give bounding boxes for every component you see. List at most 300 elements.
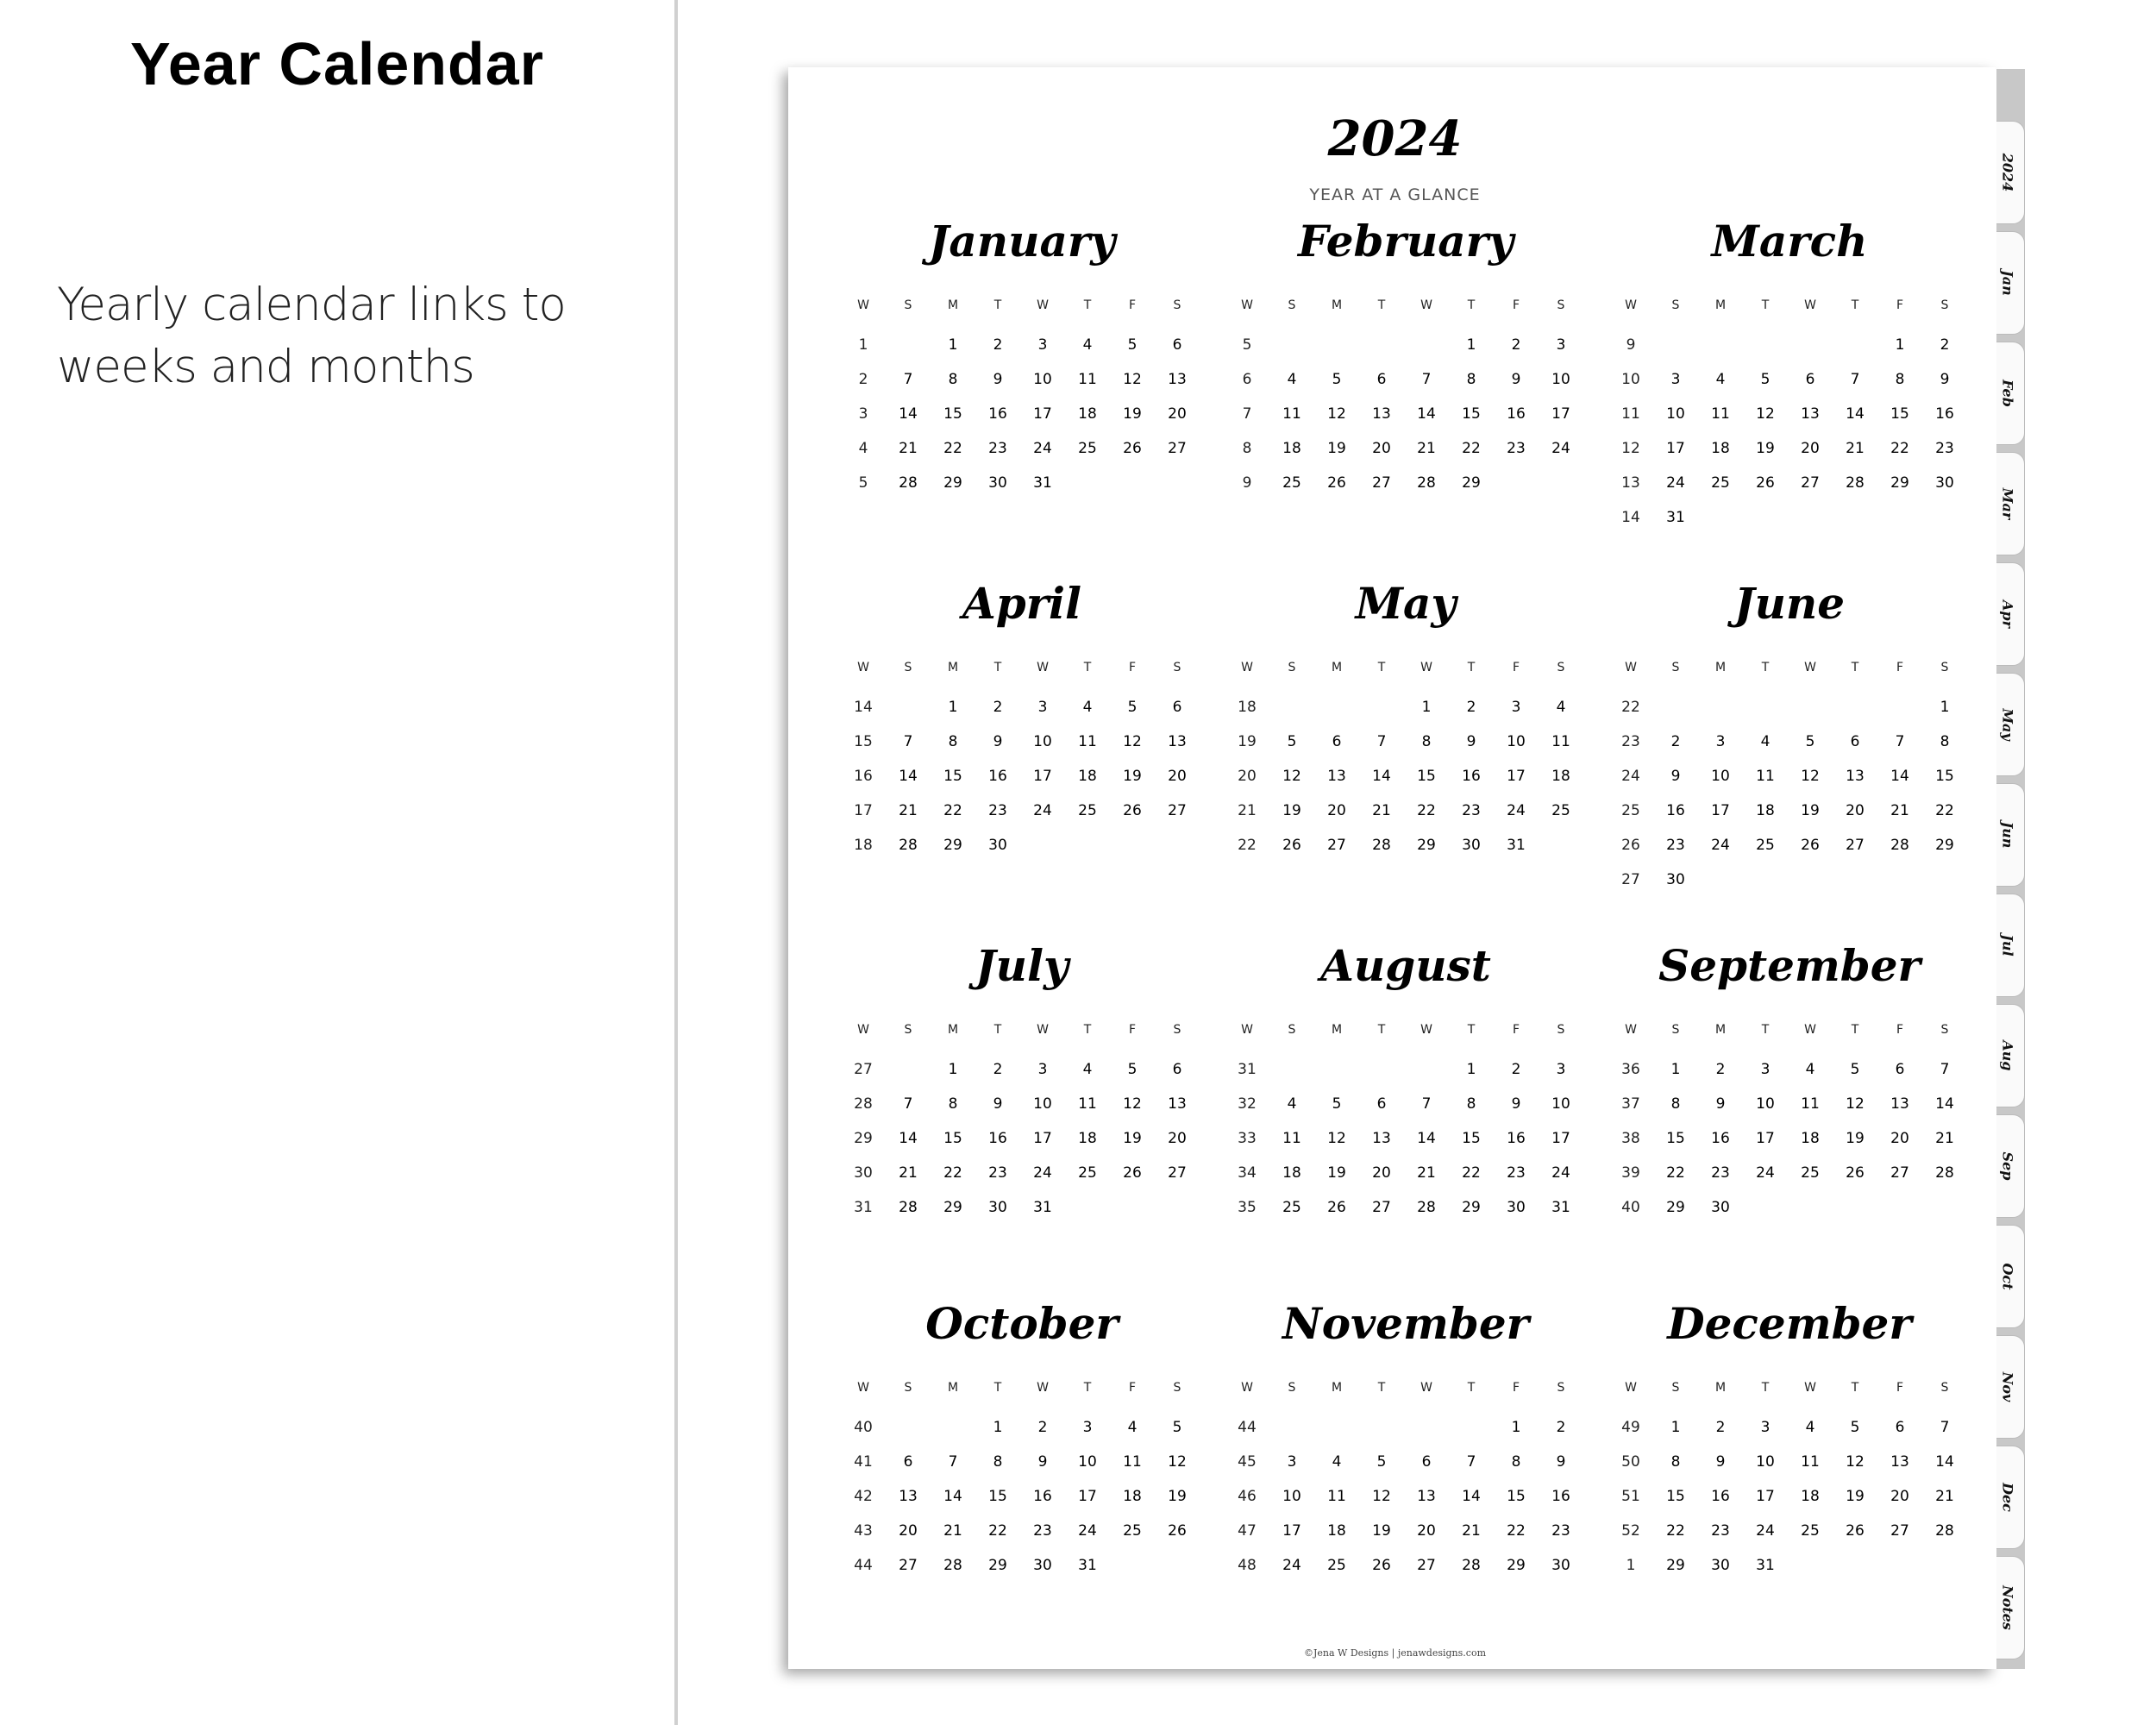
weekday-header: W — [1241, 1023, 1253, 1037]
week-number-link[interactable]: 47 — [1238, 1522, 1257, 1540]
day-cell: 29 — [1507, 1557, 1526, 1574]
day-cell: 30 — [1462, 837, 1481, 854]
week-number-link[interactable]: 51 — [1621, 1488, 1640, 1505]
day-cell: 28 — [1372, 837, 1391, 854]
week-number-link[interactable]: 23 — [1621, 733, 1640, 750]
weekday-header: T — [993, 298, 1002, 312]
day-cell: 16 — [1033, 1488, 1052, 1505]
day-cell: 16 — [1711, 1488, 1730, 1505]
day-cell: 29 — [1890, 474, 1909, 492]
day-cell: 30 — [1711, 1199, 1730, 1216]
day-cell: 22 — [1666, 1522, 1685, 1540]
day-cell: 14 — [899, 768, 918, 785]
day-cell: 6 — [1376, 1095, 1387, 1113]
day-cell: 24 — [1033, 440, 1052, 457]
weekday-header: F — [1512, 1023, 1520, 1037]
day-cell: 12 — [1801, 768, 1820, 785]
week-number-link[interactable]: 6 — [1242, 371, 1252, 388]
day-cell: 3 — [1037, 336, 1048, 354]
day-cell: 25 — [1711, 474, 1730, 492]
day-cell: 3 — [1556, 336, 1566, 354]
day-cell — [1404, 328, 1449, 362]
weekday-header: F — [1896, 1023, 1904, 1037]
tab-label: Oct — [1999, 1263, 2016, 1290]
week-number-link[interactable]: 35 — [1238, 1199, 1257, 1216]
day-cell: 20 — [1168, 1130, 1187, 1147]
day-cell: 16 — [1666, 802, 1685, 819]
weekday-header: T — [1083, 1381, 1092, 1395]
weekday-header: F — [1512, 661, 1520, 674]
day-cell: 2 — [993, 1061, 1003, 1078]
day-cell — [1065, 466, 1110, 500]
day-cell: 4 — [1556, 699, 1566, 716]
day-cell: 27 — [1890, 1164, 1909, 1182]
week-number-link[interactable]: 28 — [854, 1095, 873, 1113]
day-cell: 18 — [1756, 802, 1775, 819]
week-number-link[interactable]: 8 — [1242, 440, 1252, 457]
week-number-link[interactable]: 9 — [1242, 474, 1252, 492]
day-cell: 24 — [1551, 1164, 1570, 1182]
weekday-header: W — [1037, 661, 1049, 674]
day-cell: 10 — [1756, 1095, 1775, 1113]
weekday-header: M — [1331, 661, 1343, 674]
day-cell: 21 — [899, 440, 918, 457]
day-cell: 10 — [1507, 733, 1526, 750]
day-cell: 25 — [1282, 1199, 1301, 1216]
day-cell: 18 — [1123, 1488, 1142, 1505]
day-cell: 7 — [1421, 1095, 1432, 1113]
day-cell — [1155, 828, 1200, 862]
day-cell: 8 — [1940, 733, 1950, 750]
month-grid — [841, 656, 1203, 862]
weekday-header: M — [947, 661, 959, 674]
day-cell: 14 — [899, 1130, 918, 1147]
day-cell: 9 — [1511, 371, 1521, 388]
day-cell: 28 — [899, 837, 918, 854]
weekday-header: S — [904, 298, 912, 312]
day-cell: 9 — [1466, 733, 1476, 750]
day-cell: 13 — [1168, 1095, 1187, 1113]
day-cell: 5 — [1127, 1061, 1138, 1078]
week-number-link[interactable]: 38 — [1621, 1130, 1640, 1147]
day-cell: 26 — [1168, 1522, 1187, 1540]
day-cell: 5 — [1287, 733, 1297, 750]
week-number-link[interactable]: 37 — [1621, 1095, 1640, 1113]
week-number-link[interactable]: 46 — [1238, 1488, 1257, 1505]
day-cell: 13 — [1890, 1453, 1909, 1471]
day-cell: 15 — [1666, 1130, 1685, 1147]
day-cell — [1539, 828, 1583, 862]
weekday-header: W — [1625, 298, 1637, 312]
day-cell: 23 — [988, 440, 1007, 457]
week-number-link[interactable]: 15 — [854, 733, 873, 750]
month-name-link[interactable]: April — [962, 578, 1082, 629]
day-cell: 31 — [1078, 1557, 1097, 1574]
week-number-link[interactable]: 48 — [1238, 1557, 1257, 1574]
week-number-link[interactable]: 40 — [854, 1419, 873, 1436]
day-cell: 8 — [1670, 1095, 1681, 1113]
day-cell: 14 — [1935, 1095, 1954, 1113]
day-cell: 26 — [1327, 474, 1346, 492]
weekday-header: W — [857, 1023, 869, 1037]
week-number-link[interactable]: 18 — [854, 837, 873, 854]
weekday-header: M — [1714, 298, 1727, 312]
day-cell — [1494, 466, 1539, 500]
month-grid — [841, 1018, 1203, 1225]
day-cell: 25 — [1551, 802, 1570, 819]
day-cell: 3 — [1511, 699, 1521, 716]
month-name-link[interactable]: November — [1282, 1298, 1529, 1349]
month-grid — [1225, 293, 1587, 500]
month-name-link[interactable]: August — [1320, 940, 1491, 991]
week-number-link[interactable]: 3 — [858, 405, 868, 423]
week-number-link[interactable]: 10 — [1621, 371, 1640, 388]
day-cell: 2 — [993, 699, 1003, 716]
month-name-link[interactable]: January — [928, 216, 1116, 267]
day-cell: 15 — [1666, 1488, 1685, 1505]
day-cell: 1 — [1670, 1419, 1681, 1436]
month-name-link[interactable]: July — [975, 940, 1069, 991]
week-number-link[interactable]: 4 — [858, 440, 868, 457]
day-cell: 23 — [1507, 1164, 1526, 1182]
day-cell: 3 — [1760, 1419, 1771, 1436]
day-cell: 6 — [1332, 733, 1342, 750]
day-cell: 4 — [1332, 1453, 1342, 1471]
week-number-link[interactable]: 14 — [854, 699, 873, 716]
week-number-link[interactable]: 44 — [854, 1557, 873, 1574]
weekday-header: F — [1128, 661, 1137, 674]
weekday-header: F — [1512, 298, 1520, 312]
day-cell: 6 — [1421, 1453, 1432, 1471]
day-cell — [1065, 828, 1110, 862]
week-number-link[interactable]: 49 — [1621, 1419, 1640, 1436]
weekday-header: T — [1377, 661, 1386, 674]
weekday-header: M — [1714, 1023, 1727, 1037]
month-name-link[interactable]: December — [1667, 1298, 1912, 1349]
weekday-header: T — [1377, 1023, 1386, 1037]
weekday-header: T — [1467, 1023, 1476, 1037]
weekday-header: T — [1083, 1023, 1092, 1037]
day-cell: 22 — [1507, 1522, 1526, 1540]
day-cell: 26 — [1801, 837, 1820, 854]
weekday-header: W — [1420, 298, 1432, 312]
week-number-link[interactable]: 2 — [858, 371, 868, 388]
weekday-header: S — [1288, 1381, 1296, 1395]
week-number-link[interactable]: 19 — [1238, 733, 1257, 750]
day-cell: 26 — [1846, 1164, 1865, 1182]
day-cell: 16 — [988, 768, 1007, 785]
day-cell: 4 — [1082, 699, 1093, 716]
weekday-header: S — [1557, 298, 1565, 312]
day-cell: 23 — [1462, 802, 1481, 819]
day-cell: 19 — [1846, 1130, 1865, 1147]
panel-subtitle: Yearly calendar links to weeks and months — [57, 279, 566, 393]
day-cell: 30 — [988, 474, 1007, 492]
month-name-link[interactable]: May — [1355, 578, 1457, 629]
day-cell: 10 — [1033, 733, 1052, 750]
week-number-link[interactable]: 13 — [1621, 474, 1640, 492]
day-cell: 4 — [1760, 733, 1771, 750]
day-cell: 21 — [1846, 440, 1865, 457]
day-cell: 5 — [1376, 1453, 1387, 1471]
week-number-link[interactable]: 29 — [854, 1130, 873, 1147]
day-cell: 25 — [1078, 440, 1097, 457]
week-number-link[interactable]: 5 — [1242, 336, 1252, 354]
day-cell: 1 — [948, 1061, 958, 1078]
day-cell: 6 — [903, 1453, 913, 1471]
month-name-link[interactable]: June — [1733, 578, 1846, 629]
day-cell: 28 — [1417, 1199, 1436, 1216]
day-cell: 28 — [943, 1557, 962, 1574]
day-cell: 16 — [988, 405, 1007, 423]
weekday-header: W — [857, 661, 869, 674]
day-cell: 13 — [1327, 768, 1346, 785]
day-cell — [1269, 328, 1314, 362]
day-cell — [1020, 828, 1065, 862]
day-cell: 24 — [1666, 474, 1685, 492]
day-cell: 18 — [1801, 1130, 1820, 1147]
week-number-link[interactable]: 25 — [1621, 802, 1640, 819]
week-number-link[interactable]: 27 — [854, 1061, 873, 1078]
day-cell: 14 — [1417, 405, 1436, 423]
day-cell: 11 — [1327, 1488, 1346, 1505]
day-cell: 5 — [1805, 733, 1815, 750]
weekday-header: T — [1467, 298, 1476, 312]
week-number-link[interactable]: 11 — [1621, 405, 1640, 423]
weekday-header: S — [1288, 298, 1296, 312]
day-cell: 28 — [899, 1199, 918, 1216]
weekday-header: F — [1896, 298, 1904, 312]
day-cell: 1 — [1466, 1061, 1476, 1078]
week-number-link[interactable]: 34 — [1238, 1164, 1257, 1182]
day-cell: 20 — [1168, 768, 1187, 785]
week-number-link[interactable]: 16 — [854, 768, 873, 785]
day-cell: 4 — [1082, 336, 1093, 354]
day-cell — [1877, 500, 1922, 535]
day-cell: 9 — [1037, 1453, 1048, 1471]
weekday-header: S — [1940, 1023, 1949, 1037]
day-cell: 2 — [1037, 1419, 1048, 1436]
week-number-link[interactable]: 1 — [858, 336, 868, 354]
footer: ©Jena W Designs | jenawdesigns.com — [1304, 1647, 1486, 1659]
weekday-header: W — [1241, 298, 1253, 312]
week-number-link[interactable]: 24 — [1621, 768, 1640, 785]
month-name-link[interactable]: February — [1297, 216, 1514, 267]
day-cell: 20 — [1890, 1488, 1909, 1505]
day-cell — [1155, 466, 1200, 500]
day-cell: 28 — [1935, 1522, 1954, 1540]
day-cell: 2 — [1715, 1061, 1726, 1078]
day-cell: 12 — [1846, 1095, 1865, 1113]
day-cell: 23 — [988, 802, 1007, 819]
weekday-header: S — [1671, 298, 1680, 312]
day-cell — [1539, 466, 1583, 500]
week-number-link[interactable]: 52 — [1621, 1522, 1640, 1540]
week-number-link[interactable]: 31 — [854, 1199, 873, 1216]
day-cell: 9 — [1556, 1453, 1566, 1471]
week-number-link[interactable]: 45 — [1238, 1453, 1257, 1471]
week-number-link[interactable]: 22 — [1238, 837, 1257, 854]
week-number-link[interactable]: 30 — [854, 1164, 873, 1182]
weekday-header: F — [1512, 1381, 1520, 1395]
day-cell: 11 — [1123, 1453, 1142, 1471]
week-number-link[interactable]: 1 — [1626, 1557, 1636, 1574]
day-cell: 7 — [1940, 1419, 1950, 1436]
day-cell: 28 — [1935, 1164, 1954, 1182]
day-cell: 16 — [1507, 1130, 1526, 1147]
week-number-link[interactable]: 26 — [1621, 837, 1640, 854]
day-cell — [1698, 862, 1743, 897]
tab-label: Mar — [1999, 487, 2016, 520]
day-cell: 9 — [993, 1095, 1003, 1113]
day-cell — [1743, 328, 1788, 362]
day-cell: 3 — [1037, 699, 1048, 716]
day-cell — [1922, 500, 1967, 535]
day-cell: 19 — [1282, 802, 1301, 819]
week-number-link[interactable]: 32 — [1238, 1095, 1257, 1113]
day-cell: 5 — [1127, 336, 1138, 354]
day-cell: 18 — [1711, 440, 1730, 457]
day-cell — [1788, 328, 1833, 362]
day-cell: 24 — [1551, 440, 1570, 457]
day-cell: 10 — [1282, 1488, 1301, 1505]
day-cell: 18 — [1327, 1522, 1346, 1540]
day-cell: 23 — [1666, 837, 1685, 854]
week-number-link[interactable]: 39 — [1621, 1164, 1640, 1182]
week-number-link[interactable]: 31 — [1238, 1061, 1257, 1078]
weekday-header: W — [1625, 1381, 1637, 1395]
weekday-header: F — [1896, 1381, 1904, 1395]
day-cell: 11 — [1801, 1453, 1820, 1471]
week-number-link[interactable]: 22 — [1621, 699, 1640, 716]
day-cell: 20 — [1372, 440, 1391, 457]
day-cell: 23 — [1935, 440, 1954, 457]
day-cell: 24 — [1756, 1164, 1775, 1182]
tab-label: Dec — [1999, 1483, 2016, 1512]
month-name-link[interactable]: October — [925, 1298, 1119, 1349]
day-cell — [1788, 1190, 1833, 1225]
weekday-header: S — [1671, 1023, 1680, 1037]
weekday-header: S — [1557, 1381, 1565, 1395]
day-cell: 8 — [1895, 371, 1905, 388]
day-cell: 26 — [1282, 837, 1301, 854]
weekday-header: T — [1083, 298, 1092, 312]
week-number-link[interactable]: 5 — [858, 474, 868, 492]
day-cell: 18 — [1282, 440, 1301, 457]
day-cell: 11 — [1282, 405, 1301, 423]
day-cell: 13 — [1372, 1130, 1391, 1147]
day-cell: 12 — [1282, 768, 1301, 785]
day-cell: 21 — [1462, 1522, 1481, 1540]
weekday-header: W — [1037, 1023, 1049, 1037]
tab-label: 2024 — [1999, 153, 2016, 192]
day-cell: 27 — [1890, 1522, 1909, 1540]
day-cell: 28 — [1462, 1557, 1481, 1574]
day-cell: 10 — [1666, 405, 1685, 423]
day-cell: 2 — [1466, 699, 1476, 716]
day-cell — [1110, 1548, 1155, 1583]
week-number-link[interactable]: 41 — [854, 1453, 873, 1471]
day-cell: 8 — [1421, 733, 1432, 750]
week-number-link[interactable]: 27 — [1621, 871, 1640, 888]
day-cell: 17 — [1033, 768, 1052, 785]
week-number-link[interactable]: 33 — [1238, 1130, 1257, 1147]
day-cell: 17 — [1033, 405, 1052, 423]
day-cell: 16 — [1935, 405, 1954, 423]
week-number-link[interactable]: 9 — [1626, 336, 1636, 354]
week-number-link[interactable]: 21 — [1238, 802, 1257, 819]
day-cell — [1314, 690, 1359, 724]
day-cell: 20 — [1890, 1130, 1909, 1147]
day-cell: 19 — [1327, 1164, 1346, 1182]
week-number-link[interactable]: 44 — [1238, 1419, 1257, 1436]
weekday-header: W — [1420, 1023, 1432, 1037]
week-number-link[interactable]: 50 — [1621, 1453, 1640, 1471]
day-cell: 21 — [1935, 1130, 1954, 1147]
day-cell — [1449, 1410, 1494, 1445]
day-cell — [1110, 1190, 1155, 1225]
day-cell: 22 — [1462, 440, 1481, 457]
weekday-header: F — [1128, 298, 1137, 312]
day-cell: 29 — [1935, 837, 1954, 854]
day-cell: 3 — [1082, 1419, 1093, 1436]
weekday-header: S — [1288, 661, 1296, 674]
day-cell: 22 — [943, 1164, 962, 1182]
tab-label: Nov — [1999, 1371, 2016, 1402]
day-cell: 12 — [1168, 1453, 1187, 1471]
week-number-link[interactable]: 40 — [1621, 1199, 1640, 1216]
week-number-link[interactable]: 42 — [854, 1488, 873, 1505]
day-cell: 5 — [1332, 1095, 1342, 1113]
day-cell: 7 — [1895, 733, 1905, 750]
day-cell: 14 — [943, 1488, 962, 1505]
day-cell: 23 — [1033, 1522, 1052, 1540]
weekday-header: T — [1851, 661, 1859, 674]
weekday-header: T — [1851, 1381, 1859, 1395]
calendar-page — [793, 69, 1996, 1669]
day-cell: 8 — [1466, 371, 1476, 388]
week-number-link[interactable]: 18 — [1238, 699, 1257, 716]
day-cell: 19 — [1123, 1130, 1142, 1147]
week-number-link[interactable]: 17 — [854, 802, 873, 819]
month-name-link[interactable]: March — [1711, 216, 1868, 267]
day-cell: 7 — [903, 371, 913, 388]
day-cell: 19 — [1846, 1488, 1865, 1505]
month-name-link[interactable]: September — [1658, 940, 1921, 991]
week-number-link[interactable]: 43 — [854, 1522, 873, 1540]
day-cell: 11 — [1282, 1130, 1301, 1147]
week-number-link[interactable]: 12 — [1621, 440, 1640, 457]
weekday-header: S — [1173, 661, 1181, 674]
day-cell: 26 — [1756, 474, 1775, 492]
day-cell — [1877, 1190, 1922, 1225]
day-cell: 17 — [1711, 802, 1730, 819]
week-number-link[interactable]: 14 — [1621, 509, 1640, 526]
day-cell: 5 — [1850, 1419, 1860, 1436]
day-cell: 15 — [943, 405, 962, 423]
day-cell: 18 — [1551, 768, 1570, 785]
day-cell: 15 — [1462, 405, 1481, 423]
week-number-link[interactable]: 20 — [1238, 768, 1257, 785]
week-number-link[interactable]: 36 — [1621, 1061, 1640, 1078]
day-cell: 1 — [1895, 336, 1905, 354]
day-cell: 13 — [1846, 768, 1865, 785]
week-number-link[interactable]: 7 — [1242, 405, 1252, 423]
day-cell: 15 — [1890, 405, 1909, 423]
day-cell: 4 — [1805, 1419, 1815, 1436]
weekday-header: T — [993, 1381, 1002, 1395]
weekday-header: M — [1714, 1381, 1727, 1395]
